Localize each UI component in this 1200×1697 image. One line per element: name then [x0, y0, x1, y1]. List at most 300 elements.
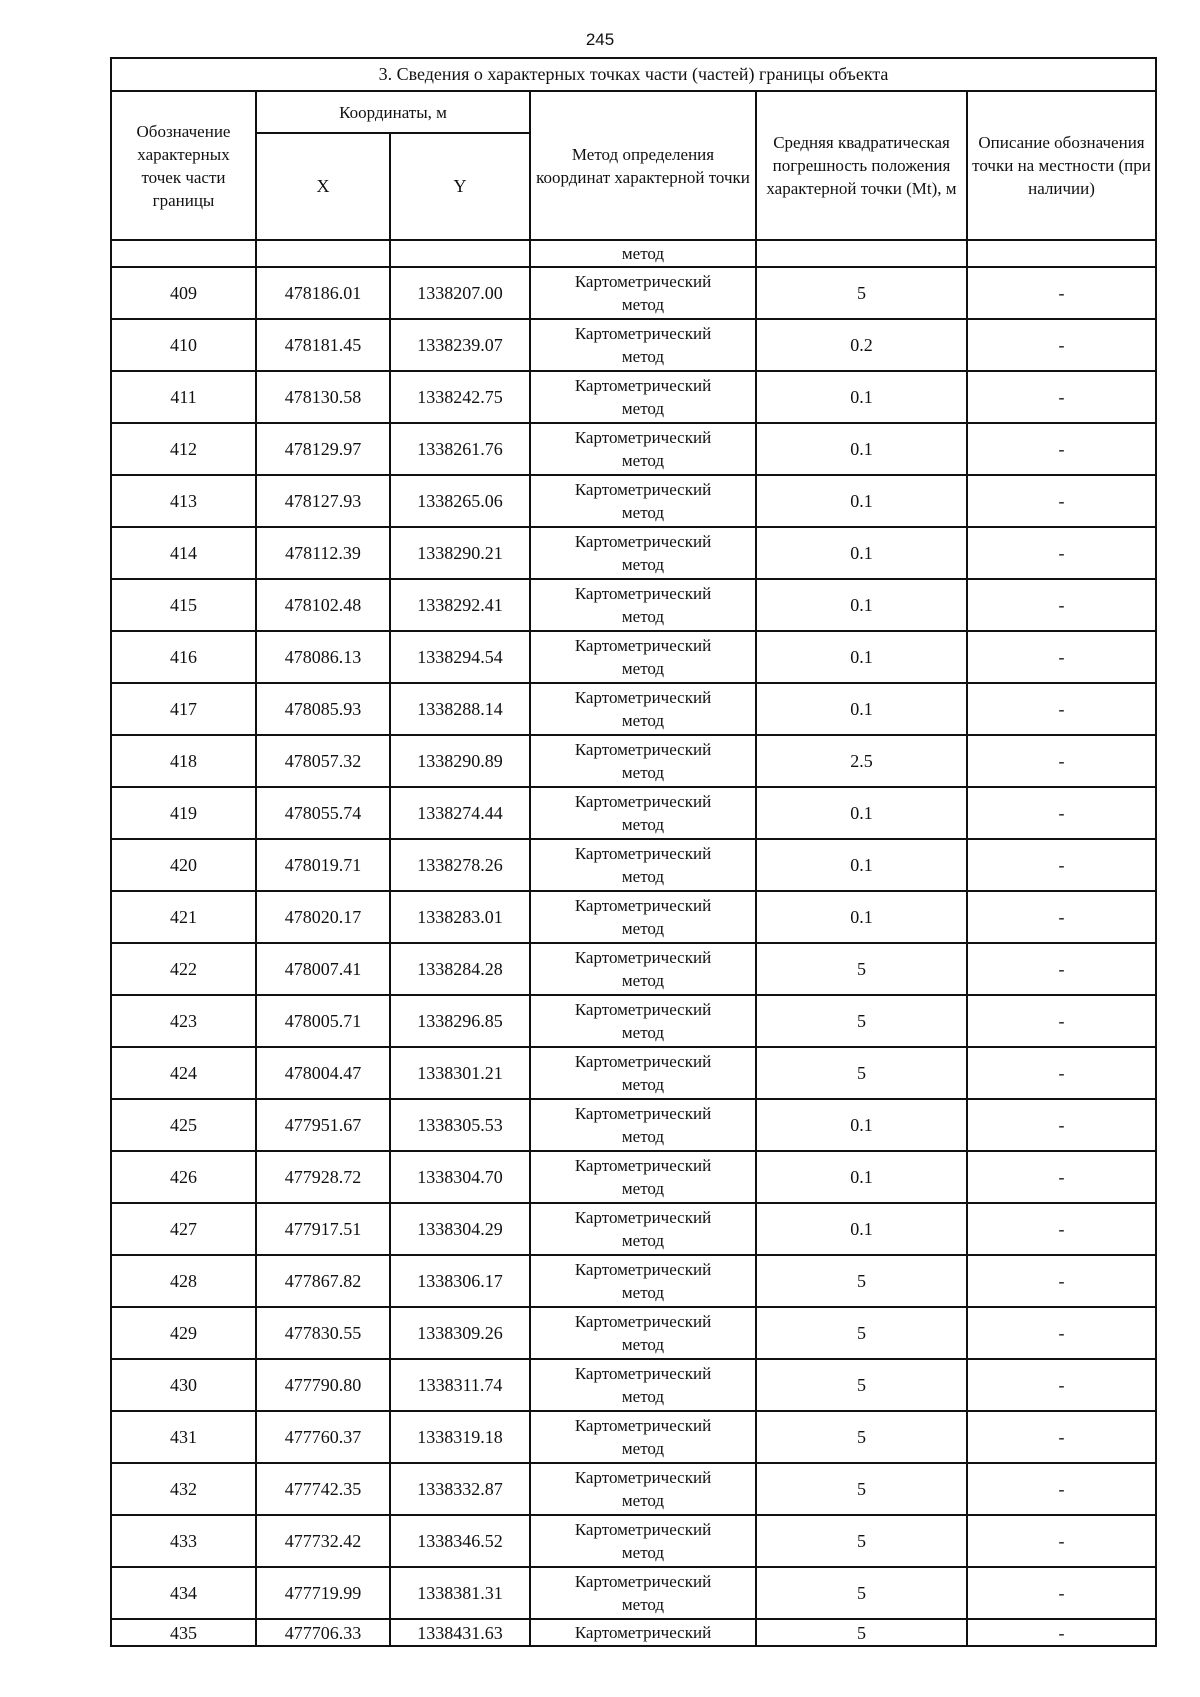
- error-cell-text: 5: [857, 1530, 866, 1551]
- x-cell-text: 477719.99: [284, 1582, 362, 1603]
- method-line1: Картометрический: [574, 844, 712, 863]
- y-cell-text: 1338346.52: [417, 1530, 503, 1551]
- y-cell: [390, 1099, 530, 1151]
- method-cell: [530, 1515, 756, 1567]
- error-cell: [756, 423, 967, 475]
- table-row: [111, 371, 1156, 423]
- y-cell: [390, 1411, 530, 1463]
- method-cell: [530, 1307, 756, 1359]
- method-line1: Картометрический: [574, 688, 712, 707]
- error-cell-text: 0.1: [850, 594, 873, 615]
- point-cell: [111, 1203, 256, 1255]
- error-cell-text: 0.1: [850, 386, 873, 407]
- point-cell: [111, 891, 256, 943]
- point-cell-text: 417: [170, 698, 197, 719]
- description-cell: [967, 1515, 1156, 1567]
- method-line2: метод: [621, 1127, 665, 1146]
- point-cell-text: 427: [170, 1218, 197, 1239]
- description-cell: [967, 1151, 1156, 1203]
- error-cell-text: 0.1: [850, 490, 873, 511]
- method-line2: метод: [621, 1283, 665, 1302]
- description-cell-text: -: [1058, 1062, 1065, 1083]
- table-row: [111, 1203, 1156, 1255]
- y-cell-text: 1338306.17: [417, 1270, 503, 1291]
- method-line2: метод: [621, 1595, 665, 1614]
- x-cell: [256, 527, 390, 579]
- point-cell: [111, 683, 256, 735]
- y-cell: [390, 1255, 530, 1307]
- point-cell: [111, 579, 256, 631]
- x-cell-text: 478129.97: [284, 438, 362, 459]
- point-cell-text: 415: [170, 594, 197, 615]
- point-cell-text: 414: [170, 542, 197, 563]
- y-cell: [390, 839, 530, 891]
- y-cell: [390, 683, 530, 735]
- x-cell: [256, 1411, 390, 1463]
- x-cell: [256, 1099, 390, 1151]
- method-cell: [530, 527, 756, 579]
- method-cell: [530, 579, 756, 631]
- x-cell-text: 478004.47: [284, 1062, 362, 1083]
- x-cell: [256, 1359, 390, 1411]
- header-description: Описание обозначения точки на местности (при наличии): [967, 91, 1156, 240]
- point-cell: [111, 1307, 256, 1359]
- page-number: 245: [585, 30, 615, 49]
- description-cell-text: -: [1058, 1166, 1065, 1187]
- description-cell-text: -: [1058, 542, 1065, 563]
- point-cell-text: 422: [170, 958, 197, 979]
- point-cell-text: 431: [170, 1426, 197, 1447]
- method-line2: метод: [621, 1335, 665, 1354]
- y-cell-text: 1338309.26: [417, 1322, 503, 1343]
- y-cell-text: 1338283.01: [417, 906, 503, 927]
- method-line2: метод: [621, 815, 665, 834]
- y-cell: [390, 579, 530, 631]
- x-cell: [256, 891, 390, 943]
- point-cell: [111, 631, 256, 683]
- description-cell-text: -: [1058, 646, 1065, 667]
- point-cell-text: 435: [170, 1622, 197, 1643]
- error-cell: [756, 1203, 967, 1255]
- method-line2: метод: [621, 1231, 665, 1250]
- table-row: [111, 527, 1156, 579]
- y-cell-text: 1338311.74: [417, 1374, 503, 1395]
- y-cell-text: 1338294.54: [417, 646, 503, 667]
- description-cell-text: -: [1058, 1218, 1065, 1239]
- method-line1: Картометрический: [574, 1468, 712, 1487]
- error-cell: [756, 1463, 967, 1515]
- method-cell: [530, 995, 756, 1047]
- x-cell-text: 477732.42: [284, 1530, 362, 1551]
- point-cell-text: 433: [170, 1530, 197, 1551]
- table-row: [111, 1515, 1156, 1567]
- point-cell: [111, 319, 256, 371]
- y-cell: [390, 240, 530, 267]
- point-cell-text: 423: [170, 1010, 197, 1031]
- point-cell: [111, 1463, 256, 1515]
- x-cell-text: 477742.35: [284, 1478, 362, 1499]
- x-cell-text: 477951.67: [284, 1114, 362, 1135]
- y-cell: [390, 735, 530, 787]
- method-line1: Картометрический: [574, 532, 712, 551]
- x-cell: [256, 1619, 390, 1646]
- method-line1: Картометрический: [574, 636, 712, 655]
- x-cell: [256, 1567, 390, 1619]
- method-line1: Картометрический: [574, 1312, 712, 1331]
- method-line2: метод: [621, 1179, 665, 1198]
- table-row: [111, 1463, 1156, 1515]
- error-cell: [756, 1151, 967, 1203]
- table-row: [111, 1099, 1156, 1151]
- description-cell: [967, 475, 1156, 527]
- description-cell: [967, 423, 1156, 475]
- y-cell-text: 1338274.44: [417, 802, 503, 823]
- method-line2: метод: [621, 503, 665, 522]
- x-cell: [256, 995, 390, 1047]
- y-cell-text: 1338332.87: [417, 1478, 503, 1499]
- error-cell: [756, 1619, 967, 1646]
- error-cell-text: 0.1: [850, 1166, 873, 1187]
- method-line1: Картометрический: [574, 272, 712, 291]
- header-point-designation: Обозначение характерных точек части границы: [111, 91, 256, 240]
- point-cell: [111, 527, 256, 579]
- y-cell: [390, 475, 530, 527]
- x-cell: [256, 579, 390, 631]
- table-row: [111, 423, 1156, 475]
- point-cell-text: 428: [170, 1270, 197, 1291]
- x-cell-text: 478055.74: [284, 802, 362, 823]
- error-cell: [756, 995, 967, 1047]
- x-cell: [256, 267, 390, 319]
- continued-row: [111, 240, 1156, 267]
- method-line1: Картометрический: [574, 1520, 712, 1539]
- description-cell: [967, 527, 1156, 579]
- section-title: 3. Сведения о характерных точках части (частей) границы объекта: [111, 58, 1156, 91]
- x-cell: [256, 319, 390, 371]
- method-cell: [530, 631, 756, 683]
- error-cell: [756, 1515, 967, 1567]
- x-cell-text: 478020.17: [284, 906, 362, 927]
- description-cell-text: -: [1058, 854, 1065, 875]
- y-cell-text: 1338431.63: [417, 1622, 503, 1643]
- table-body: [111, 240, 1156, 1646]
- y-cell-text: 1338265.06: [417, 490, 503, 511]
- x-cell-text: 477760.37: [284, 1426, 362, 1447]
- y-cell: [390, 995, 530, 1047]
- description-cell: [967, 1099, 1156, 1151]
- method-line2: метод: [621, 1023, 665, 1042]
- x-cell: [256, 1047, 390, 1099]
- method-cell: [530, 1463, 756, 1515]
- table-row: [111, 319, 1156, 371]
- error-cell: [756, 1359, 967, 1411]
- error-cell-text: 5: [857, 1426, 866, 1447]
- y-cell: [390, 267, 530, 319]
- error-cell-text: 0.1: [850, 542, 873, 563]
- description-cell: [967, 631, 1156, 683]
- method-cell: [530, 423, 756, 475]
- method-cell: [530, 839, 756, 891]
- method-cell: [530, 1567, 756, 1619]
- method-cell: [530, 891, 756, 943]
- table-row: [111, 943, 1156, 995]
- description-cell-text: -: [1058, 802, 1065, 823]
- point-cell: [111, 1411, 256, 1463]
- method-line1: Картометрический: [574, 1260, 712, 1279]
- description-cell: [967, 319, 1156, 371]
- x-cell: [256, 735, 390, 787]
- error-cell: [756, 527, 967, 579]
- description-cell-text: -: [1058, 282, 1065, 303]
- x-cell-text: 477790.80: [284, 1374, 362, 1395]
- description-cell-text: -: [1058, 750, 1065, 771]
- error-cell: [756, 371, 967, 423]
- method-line2: метод: [621, 1439, 665, 1458]
- error-cell-text: 2.5: [850, 750, 873, 771]
- description-cell-text: -: [1058, 334, 1065, 355]
- method-cell: метод: [530, 240, 756, 267]
- point-cell-text: 412: [170, 438, 197, 459]
- method-line1: Картометрический: [574, 948, 712, 967]
- point-cell-text: 413: [170, 490, 197, 511]
- x-cell: [256, 1307, 390, 1359]
- point-cell: [111, 1567, 256, 1619]
- description-cell: [967, 1307, 1156, 1359]
- error-cell: [756, 839, 967, 891]
- y-cell: [390, 1567, 530, 1619]
- x-cell: [256, 787, 390, 839]
- x-cell-text: 478085.93: [284, 698, 362, 719]
- method-cell: [530, 787, 756, 839]
- x-cell-text: 477830.55: [284, 1322, 362, 1343]
- method-line1: Картометрический: [574, 740, 712, 759]
- error-cell-text: 5: [857, 1010, 866, 1031]
- table-row: [111, 579, 1156, 631]
- y-cell: [390, 1151, 530, 1203]
- y-cell: [390, 1619, 530, 1646]
- description-cell-text: -: [1058, 1270, 1065, 1291]
- y-cell-text: 1338305.53: [417, 1114, 503, 1135]
- description-cell: [967, 1359, 1156, 1411]
- x-cell: [256, 631, 390, 683]
- y-cell: [390, 787, 530, 839]
- description-cell-text: -: [1058, 1010, 1065, 1031]
- x-cell-text: 478019.71: [284, 854, 362, 875]
- description-cell: [967, 1463, 1156, 1515]
- y-cell: [390, 1359, 530, 1411]
- point-cell-text: 420: [170, 854, 197, 875]
- point-cell: [111, 371, 256, 423]
- y-cell-text: 1338278.26: [417, 854, 503, 875]
- description-cell-text: -: [1058, 698, 1065, 719]
- method-line1: Картометрический: [574, 1364, 712, 1383]
- method-cell: [530, 735, 756, 787]
- description-cell-text: -: [1058, 438, 1065, 459]
- error-cell: [756, 631, 967, 683]
- y-cell-text: 1338239.07: [417, 334, 503, 355]
- error-cell-text: 5: [857, 1374, 866, 1395]
- method-line1: Картометрический: [574, 480, 712, 499]
- description-cell: [967, 1411, 1156, 1463]
- error-cell: [756, 319, 967, 371]
- x-cell: [256, 475, 390, 527]
- x-cell-text: 478130.58: [284, 386, 362, 407]
- y-cell: [390, 631, 530, 683]
- method-cell: [530, 1359, 756, 1411]
- method-line1: Картометрический: [574, 584, 712, 603]
- error-cell-text: 0.1: [850, 1218, 873, 1239]
- point-cell: [111, 1151, 256, 1203]
- x-cell-text: 478057.32: [284, 750, 362, 771]
- y-cell: [390, 1203, 530, 1255]
- description-cell-text: -: [1058, 1478, 1065, 1499]
- method-line1: Картометрический: [574, 1052, 712, 1071]
- method-cell: [530, 267, 756, 319]
- error-cell: [756, 943, 967, 995]
- y-cell-text: 1338207.00: [417, 282, 503, 303]
- y-cell-text: 1338304.70: [417, 1166, 503, 1187]
- error-cell-text: 5: [857, 282, 866, 303]
- point-cell-text: 426: [170, 1166, 197, 1187]
- method-line1: Картометрический: [574, 428, 712, 447]
- method-cell: [530, 1099, 756, 1151]
- header-error: Средняя квадратическая погрешность положения характерной точки (Mt), м: [756, 91, 967, 240]
- x-cell-text: 478005.71: [284, 1010, 362, 1031]
- table-row: [111, 1567, 1156, 1619]
- method-line1: Картометрический: [574, 896, 712, 915]
- description-cell-text: -: [1058, 1114, 1065, 1135]
- point-cell-text: 425: [170, 1114, 197, 1135]
- x-cell-text: 477917.51: [284, 1218, 362, 1239]
- point-cell: [111, 995, 256, 1047]
- table-row: [111, 267, 1156, 319]
- method-cell: [530, 1255, 756, 1307]
- method-line2: метод: [621, 607, 665, 626]
- description-cell: [967, 839, 1156, 891]
- error-cell-text: 5: [857, 1622, 866, 1643]
- header-x: X: [256, 133, 390, 240]
- error-cell: [756, 579, 967, 631]
- method-line1: Картометрический: [574, 324, 712, 343]
- y-cell-text: 1338290.89: [417, 750, 503, 771]
- point-cell: [111, 1255, 256, 1307]
- method-line2: метод: [621, 971, 665, 990]
- method-line2: метод: [621, 399, 665, 418]
- x-cell-text: 478127.93: [284, 490, 362, 511]
- y-cell-text: 1338319.18: [417, 1426, 503, 1447]
- point-cell: [111, 240, 256, 267]
- method-line1: Картометрический: [574, 1208, 712, 1227]
- table-row: [111, 839, 1156, 891]
- table-row: [111, 995, 1156, 1047]
- error-cell-text: 0.1: [850, 802, 873, 823]
- x-cell: [256, 1203, 390, 1255]
- description-cell-text: -: [1058, 1582, 1065, 1603]
- error-cell-text: 0.2: [850, 334, 873, 355]
- point-cell: [111, 839, 256, 891]
- y-cell-text: 1338301.21: [417, 1062, 503, 1083]
- point-cell: [111, 423, 256, 475]
- table-row: [111, 1047, 1156, 1099]
- error-cell: [756, 1567, 967, 1619]
- table-row: [111, 1255, 1156, 1307]
- point-cell: [111, 787, 256, 839]
- x-cell-text: 477928.72: [284, 1166, 362, 1187]
- y-cell: [390, 423, 530, 475]
- error-cell: [756, 267, 967, 319]
- method-cell: [530, 1047, 756, 1099]
- error-cell: [756, 735, 967, 787]
- y-cell-text: 1338304.29: [417, 1218, 503, 1239]
- description-cell-text: -: [1058, 1622, 1065, 1643]
- error-cell: [756, 240, 967, 267]
- description-cell: [967, 891, 1156, 943]
- method-line2: метод: [621, 555, 665, 574]
- x-cell: [256, 1255, 390, 1307]
- method-line1: Картометрический: [574, 1156, 712, 1175]
- method-line2: метод: [621, 295, 665, 314]
- description-cell-text: -: [1058, 594, 1065, 615]
- method-cell: [530, 683, 756, 735]
- method-line2: метод: [621, 347, 665, 366]
- point-cell-text: 416: [170, 646, 197, 667]
- method-cell: [530, 319, 756, 371]
- method-line2: метод: [621, 451, 665, 470]
- y-cell: [390, 371, 530, 423]
- point-cell-text: 418: [170, 750, 197, 771]
- error-cell: [756, 787, 967, 839]
- point-cell-text: 424: [170, 1062, 197, 1083]
- method-cell: [530, 1411, 756, 1463]
- point-cell-text: 419: [170, 802, 197, 823]
- method-line2: метод: [621, 1491, 665, 1510]
- point-cell: [111, 1047, 256, 1099]
- method-cell: [530, 943, 756, 995]
- error-cell-text: 5: [857, 1322, 866, 1343]
- description-cell: [967, 1619, 1156, 1646]
- description-cell-text: -: [1058, 386, 1065, 407]
- point-cell: [111, 735, 256, 787]
- y-cell: [390, 527, 530, 579]
- description-cell: [967, 683, 1156, 735]
- method-line2: метод: [621, 1543, 665, 1562]
- point-cell-text: 432: [170, 1478, 197, 1499]
- point-cell-text: 430: [170, 1374, 197, 1395]
- error-cell-text: 5: [857, 1478, 866, 1499]
- y-cell: [390, 1307, 530, 1359]
- description-cell: [967, 787, 1156, 839]
- boundary-points-table: [110, 57, 1157, 1647]
- y-cell: [390, 943, 530, 995]
- y-cell-text: 1338288.14: [417, 698, 503, 719]
- table-row: [111, 787, 1156, 839]
- description-cell-text: -: [1058, 958, 1065, 979]
- method-line2: метод: [621, 867, 665, 886]
- description-cell: [967, 1047, 1156, 1099]
- x-cell: [256, 423, 390, 475]
- method-line2: метод: [621, 659, 665, 678]
- error-cell: [756, 1099, 967, 1151]
- x-cell: [256, 371, 390, 423]
- method-line2: метод: [621, 711, 665, 730]
- error-cell-text: 0.1: [850, 906, 873, 927]
- x-cell: [256, 1151, 390, 1203]
- description-cell: [967, 1255, 1156, 1307]
- error-cell-text: 0.1: [850, 698, 873, 719]
- y-cell-text: 1338381.31: [417, 1582, 503, 1603]
- y-cell-text: 1338296.85: [417, 1010, 503, 1031]
- point-cell: [111, 1515, 256, 1567]
